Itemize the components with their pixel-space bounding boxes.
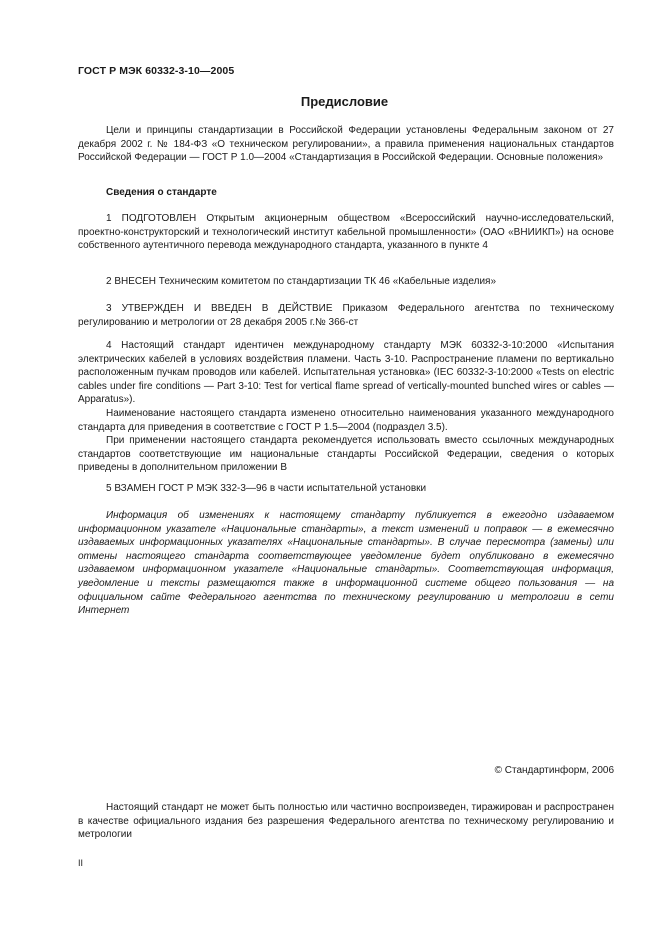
item-4-application-note: При применении настоящего стандарта рекомендуется использовать вместо ссылочных международных стандартов соответствующие им национальные стандарты Российской Федерации, сведения о которых приведены в дополнительном приложении В [78,435,614,474]
item-4-main: 4 Настоящий стандарт идентичен международному стандарту МЭК 60332-3-10:2000 «Испытания электрических кабелей в условиях воздействия пламени. Часть 3-10. Распространение пламени по вертикально расположенным пучкам проводов или кабелей. Испытательная установка» (IEC 60332-3-10:2000 «Tests on electric cables under fire conditions — Part 3-10: Test for vertical flame spread of vertically-mounted bunched wires or cables — Apparatus»). [78,340,614,406]
notice-paragraph: Информация об изменениях к настоящему стандарту публикуется в ежегодно издаваемом информационном указателе «Национальные стандарты», а текст изменений и поправок — в ежемесячно издаваемых информационных указателях «Национальные стандарты». В случае пересмотра (замены) или отмены настоящего стандарта соответствующее уведомление будет опубликовано в ежемесячно издаваемом информационном указателе «Национальные стандарты». Соответствующая информация, уведомление и тексты размещаются также в информационной системе общего пользования — на официальном сайте Федерального агентства по техническому регулированию и метрологии в сети Интернет [78,510,614,617]
intro-paragraph-block [78,124,614,165]
document-header: ГОСТ Р МЭК 60332-3-10—2005 [78,65,235,77]
item-2-block [78,275,614,289]
item-5: 5 ВЗАМЕН ГОСТ Р МЭК 332-3—96 в части испытательной установки [106,483,427,494]
item-4-name-note: Наименование настоящего стандарта изменено относительно наименования указанного международного стандарта для приведения в соответствие с ГОСТ Р 1.5—2004 (подраздел 3.5). [78,407,614,433]
page-number: II [78,858,84,868]
footer-block [78,801,614,842]
copyright: © Стандартинформ, 2006 [494,765,614,776]
item-3-block [78,302,614,329]
item-1: 1 ПОДГОТОВЛЕН Открытым акционерным обществом «Всероссийский научно-исследовательский, проектно-конструкторский и технологический институт кабельной промышленности» (ОАО «ВНИИКП») на основе собственного аутентичного перевода международного стандарта, указанного в пункте 4 [78,213,614,252]
notice-block [78,509,614,618]
info-heading: Сведения о стандарте [106,187,217,198]
item-4-block [78,339,614,475]
item-5-block [78,482,614,496]
item-3: 3 УТВЕРЖДЕН И ВВЕДЕН В ДЕЙСТВИЕ Приказом Федерального агентства по техническому регулированию и метрологии от 28 декабря 2005 г.№ 366-ст [78,303,614,328]
footer-notice: Настоящий стандарт не может быть полностью или частично воспроизведен, тиражирован и распространен в качестве официального издания без разрешения Федерального агентства по техническому регулированию и метрологии [78,802,614,841]
section-title: Предисловие [300,94,389,109]
item-2: 2 ВНЕСЕН Техническим комитетом по стандартизации ТК 46 «Кабельные изделия» [106,276,497,287]
item-1-block [78,212,614,253]
intro-paragraph: Цели и принципы стандартизации в Российской Федерации установлены Федеральным законом от 27 декабря 2002 г. № 184-ФЗ «О техническом регулировании», а правила применения национальных стандартов Российской Федерации — ГОСТ Р 1.0—2004 «Стандартизация в Российской Федерации. Основные положения» [78,125,614,164]
